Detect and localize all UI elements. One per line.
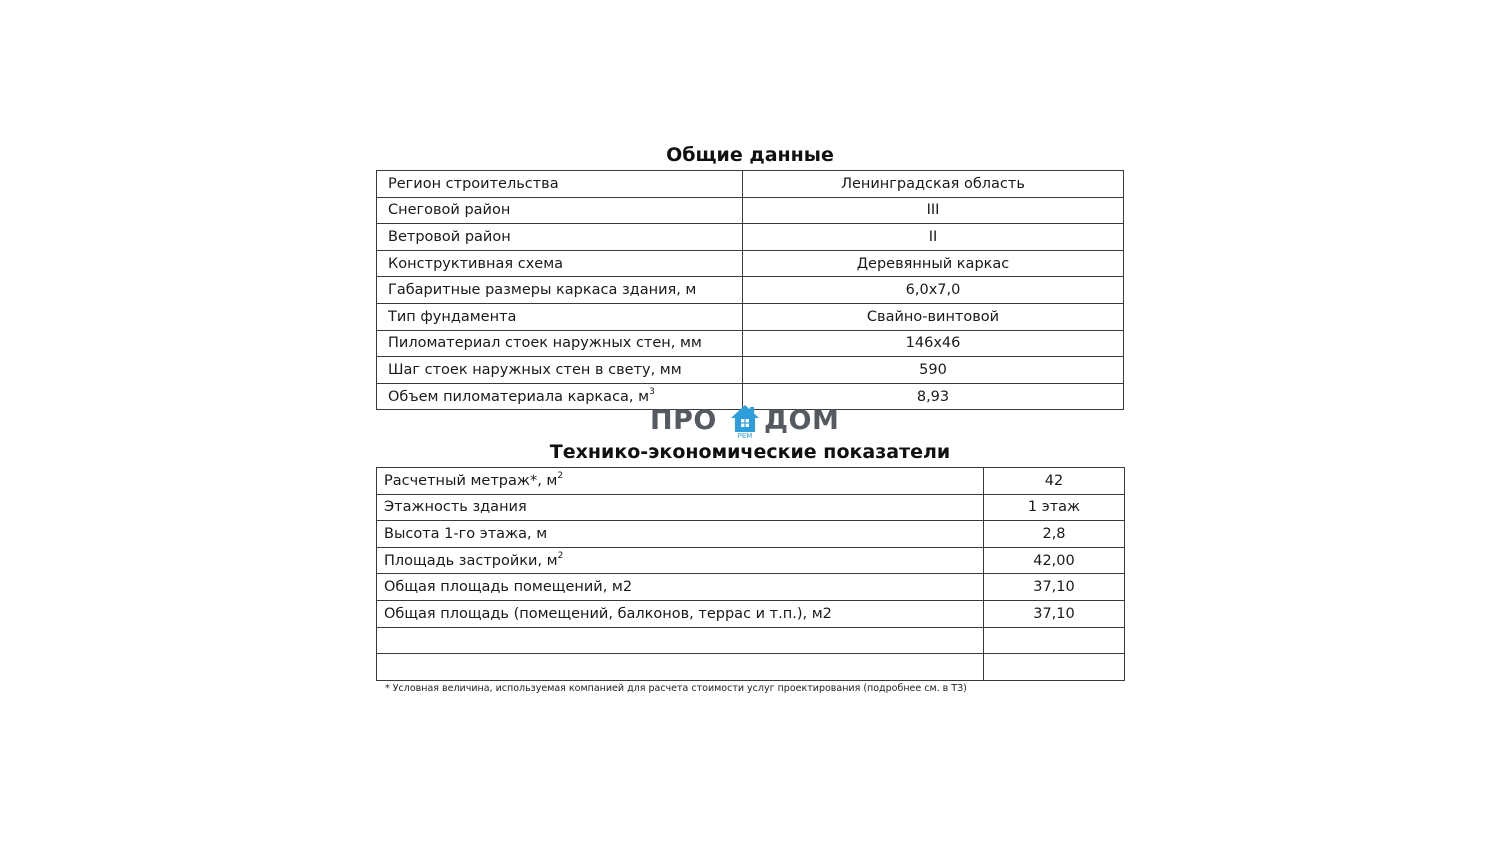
row-label: Габаритные размеры каркаса здания, м	[377, 277, 743, 304]
table-row	[377, 574, 1125, 601]
table-row	[377, 521, 1125, 548]
row-label: Пиломатериал стоек наружных стен, мм	[377, 330, 743, 357]
general-data-table	[376, 170, 1124, 410]
table-row	[377, 468, 1125, 495]
row-label-text: Объем пиломатериала каркаса, м	[388, 388, 650, 405]
table-row	[377, 330, 1124, 357]
table-row	[377, 600, 1125, 627]
table-row-empty	[377, 627, 1125, 654]
row-label-text: Расчетный метраж*, м	[384, 472, 558, 489]
table-row	[377, 494, 1125, 521]
row-label	[377, 627, 984, 654]
logo-text-right: ДОМ	[764, 405, 840, 436]
row-label: Регион строительства	[377, 171, 743, 198]
tech-indicators-title: Технико-экономические показатели	[549, 441, 951, 463]
company-logo	[650, 403, 850, 443]
logo-text-left: ПРО	[650, 405, 717, 436]
unit-superscript: 2	[557, 470, 564, 481]
row-value: 6,0х7,0	[743, 277, 1124, 304]
tech-indicators-table	[376, 467, 1125, 681]
row-value: 42,00	[984, 547, 1125, 574]
row-value: 8,93	[743, 383, 1124, 410]
row-label: Этажность здания	[377, 494, 984, 521]
table-row	[377, 197, 1124, 224]
table-row	[377, 303, 1124, 330]
footnote: * Условная величина, используемая компанией для расчета стоимости услуг проектирования (подробнее см. в ТЗ)	[385, 683, 967, 694]
row-label: Шаг стоек наружных стен в свету, мм	[377, 357, 743, 384]
row-label: Ветровой район	[377, 224, 743, 251]
unit-superscript: 3	[649, 386, 655, 397]
logo-subtext: РЕМ	[737, 432, 753, 440]
row-label-text: Площадь застройки, м	[384, 552, 558, 569]
table-row-empty	[377, 654, 1125, 681]
row-value: 2,8	[984, 521, 1125, 548]
row-label	[377, 468, 984, 495]
row-label	[377, 547, 984, 574]
row-value: II	[743, 224, 1124, 251]
row-label: Снеговой район	[377, 197, 743, 224]
row-label: Общая площадь (помещений, балконов, террас и т.п.), м2	[377, 600, 984, 627]
row-label: Общая площадь помещений, м2	[377, 574, 984, 601]
row-value: 37,10	[984, 600, 1125, 627]
table-row	[377, 250, 1124, 277]
unit-superscript: 2	[557, 550, 564, 561]
row-value	[984, 627, 1125, 654]
row-label	[377, 654, 984, 681]
row-value: III	[743, 197, 1124, 224]
row-label: Тип фундамента	[377, 303, 743, 330]
table-row	[377, 277, 1124, 304]
table-row	[377, 224, 1124, 251]
row-value: Деревянный каркас	[743, 250, 1124, 277]
table-row	[377, 171, 1124, 198]
row-value: 146х46	[743, 330, 1124, 357]
row-value: 1 этаж	[984, 494, 1125, 521]
general-data-title: Общие данные	[666, 144, 834, 166]
row-value: 37,10	[984, 574, 1125, 601]
table-row	[377, 547, 1125, 574]
row-label: Конструктивная схема	[377, 250, 743, 277]
row-value: 42	[984, 468, 1125, 495]
row-label: Высота 1-го этажа, м	[377, 521, 984, 548]
row-value: 590	[743, 357, 1124, 384]
row-value: Ленинградская область	[743, 171, 1124, 198]
table-row	[377, 357, 1124, 384]
row-value	[984, 654, 1125, 681]
row-value: Свайно-винтовой	[743, 303, 1124, 330]
